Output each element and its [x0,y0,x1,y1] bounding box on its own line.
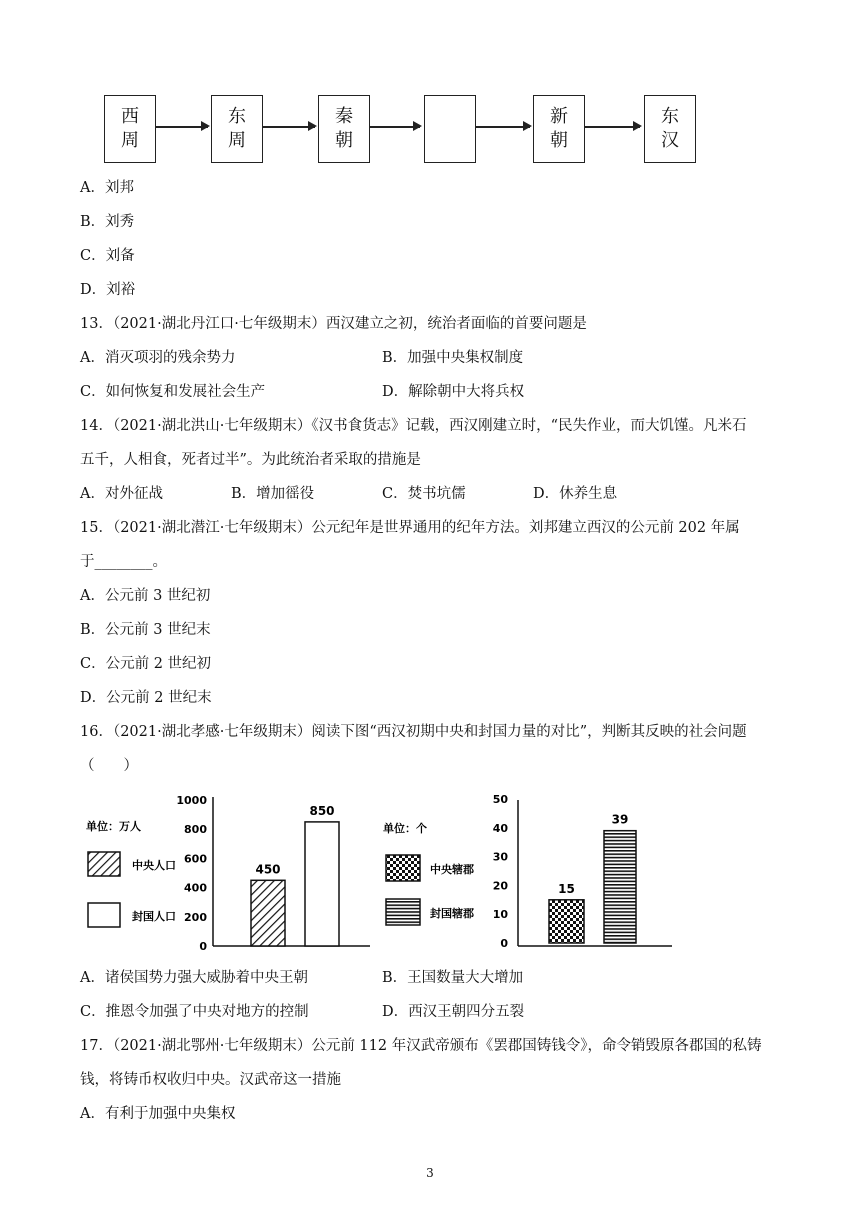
q14-option-d: D．休养生息 [533,486,618,502]
y-tick-label: 10 [492,908,508,922]
q13-option-d: D．解除朝中大将兵权 [382,384,525,400]
y-tick-label: 0 [500,937,508,950]
q16-stem-line2: （ ） [80,758,138,774]
legend-swatch-central-prefectures [386,855,420,881]
legend-label-fief-population: 封国人口 [132,910,176,923]
q15-option-d: D．公元前 2 世纪末 [80,690,212,706]
legend-label-fief-prefectures: 封国辖郡 [430,907,474,920]
q14-option-a: A．对外征战 [80,486,163,502]
q16-option-a: A．诸侯国势力强大威胁着中央王朝 [80,970,308,986]
q15-option-a: A．公元前 3 世纪初 [80,588,211,604]
legend-label-central-prefectures: 中央辖郡 [430,863,474,876]
bar-fief [305,822,339,946]
q14-stem-line1: 14．（2021·湖北洪山·七年级期末）《汉书食货志》记载，西汉刚建立时，“民失作业，而大饥馑。凡米石 [80,418,747,434]
y-tick-label: 20 [492,879,508,893]
timeline-box-line1: 新 [550,106,568,127]
q12-option-a: A．刘邦 [80,180,134,196]
y-tick-label: 600 [184,852,207,866]
y-tick-label: 200 [184,910,207,924]
bar-central [549,900,584,943]
chart1-unit-label: 单位：万人 [86,820,141,833]
q15-stem-line2: 于________。 [80,554,167,570]
q12-option-c: C．刘备 [80,248,135,264]
timeline-box-line2: 汉 [661,130,679,151]
y-tick-label: 1000 [176,794,207,807]
q14-option-c: C．焚书坑儒 [382,486,466,502]
q13-option-c: C．如何恢复和发展社会生产 [80,384,266,400]
q17-stem-line1: 17．（2021·湖北鄂州·七年级期末）公元前 112 年汉武帝颁布《罢郡国铸钱令》，命令销毁原各郡国的私铸 [80,1038,762,1054]
page-number: 3 [426,1166,434,1180]
timeline-box-line2: 朝 [550,130,568,151]
legend-label-central-population: 中央人口 [132,859,176,872]
prefecture-chart [383,793,672,950]
y-tick-label: 800 [184,823,207,837]
y-tick-label: 400 [184,881,207,895]
bar-fief [604,831,636,943]
q12-option-b: B．刘秀 [80,214,135,230]
timeline-box-line1: 东 [228,106,246,127]
bar-value-label: 450 [255,862,281,877]
q14-option-b: B．增加徭役 [231,486,315,502]
q16-option-c: C．推恩令加强了中央对地方的控制 [80,1004,309,1020]
population-chart [86,794,370,953]
q14-stem-line2: 五千，人相食，死者过半”。为此统治者采取的措施是 [80,452,421,468]
timeline-box-line1: 西 [121,106,139,127]
timeline-box-line2: 周 [121,130,139,151]
legend-swatch-fief-population [88,903,120,927]
y-tick-label: 40 [492,821,508,835]
timeline-box-line1: 东 [661,106,679,127]
bar-value-label: 15 [558,881,575,896]
legend-swatch-fief-prefectures [386,899,420,925]
q15-option-c: C．公元前 2 世纪初 [80,656,212,672]
q13-option-b: B．加强中央集权制度 [382,350,524,366]
bar-value-label: 39 [611,812,629,827]
timeline-box-line2: 周 [228,130,246,151]
chart2-unit-label: 单位：个 [383,822,427,835]
q15-option-b: B．公元前 3 世纪末 [80,622,211,638]
timeline-box-line1: 秦 [335,106,353,127]
q17-stem-line2: 钱，将铸币权收归中央。汉武帝这一措施 [80,1072,341,1088]
q12-option-d: D．刘裕 [80,282,136,298]
q15-stem-line1: 15．（2021·湖北潜江·七年级期末）公元纪年是世界通用的纪年方法。刘邦建立西汉的公元前 202 年属 [80,520,740,536]
q13-option-a: A．消灭项羽的残余势力 [80,350,236,366]
y-tick-label: 30 [492,850,508,864]
q17-option-a: A．有利于加强中央集权 [80,1106,236,1122]
timeline-box-line2: 朝 [335,130,353,151]
q16-option-b: B．王国数量大大增加 [382,970,524,986]
y-tick-label: 50 [492,793,508,806]
q13-stem: 13．（2021·湖北丹江口·七年级期末）西汉建立之初，统治者面临的首要问题是 [80,316,587,332]
legend-swatch-central-population [88,852,120,876]
q16-stem-line1: 16．（2021·湖北孝感·七年级期末）阅读下图“西汉初期中央和封国力量的对比”，判断其反映的社会问题 [80,724,747,740]
bar-value-label: 850 [309,803,335,818]
y-tick-label: 0 [199,940,207,953]
bar-central [251,880,285,946]
q16-option-d: D．西汉王朝四分五裂 [382,1004,525,1020]
